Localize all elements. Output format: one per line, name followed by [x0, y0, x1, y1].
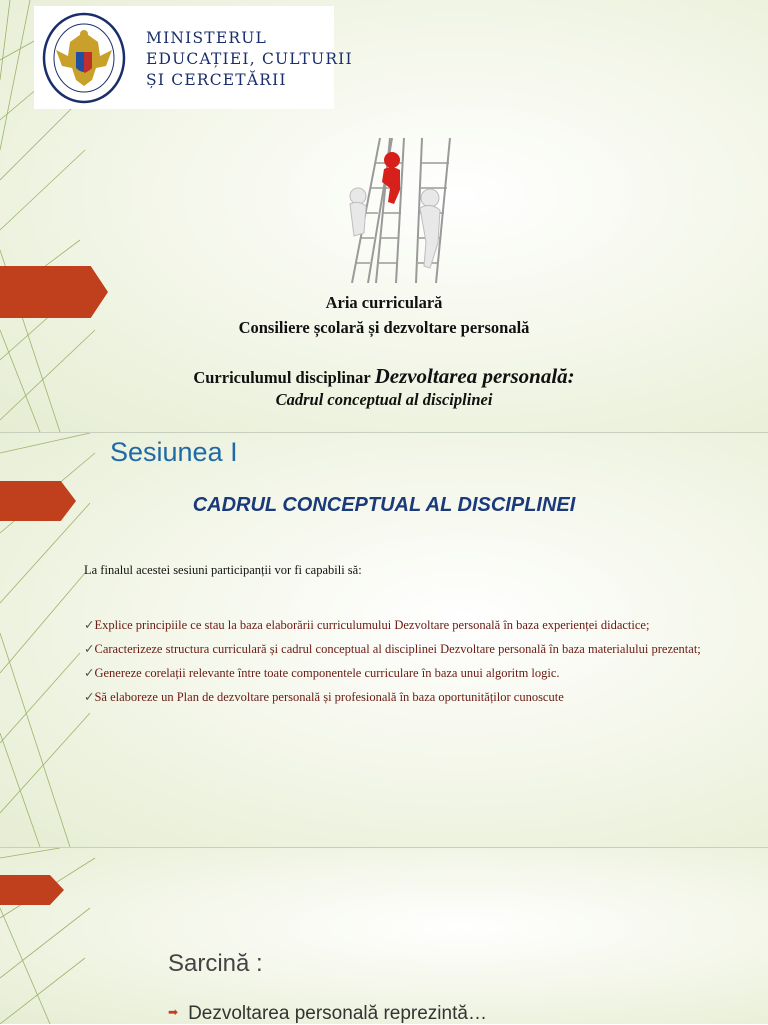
check-icon: ✓	[84, 690, 95, 704]
list-item	[84, 689, 704, 705]
ministry-logo	[34, 6, 353, 109]
curricular-subject: Consiliere școlară și dezvoltare personală	[238, 318, 530, 337]
task-heading: Sarcină :	[168, 950, 263, 977]
session-subheading: CADRUL CONCEPTUAL AL DISCIPLINEI	[192, 494, 576, 516]
objectives-list	[84, 617, 704, 713]
slide-title	[0, 0, 768, 432]
curriculum-title-emphasis: Dezvoltarea personală	[374, 364, 568, 388]
curriculum-title	[0, 364, 768, 389]
objective-text: Genereze corelații relevante între toate componentele curriculare în baza unui algoritm logic.	[94, 666, 560, 680]
ministry-line-1: MINISTERUL	[146, 29, 267, 47]
slide-task	[0, 848, 768, 1024]
objective-text: Explice principiile ce stau la baza elaborării curriculumului Dezvoltare personală în baza experienței didactice;	[94, 618, 650, 632]
list-item	[84, 617, 704, 633]
list-item	[84, 665, 704, 681]
decorative-lines	[0, 848, 100, 1024]
ministry-line-3: ȘI CERCETĂRII	[146, 71, 287, 89]
ministry-name	[146, 28, 353, 91]
moldova-seal-icon	[42, 12, 126, 104]
curriculum-subtitle: Cadrul conceptual al disciplinei	[275, 390, 493, 409]
objective-text: Să elaboreze un Plan de dezvoltare personală și profesională în baza oportunităților cunoscute	[94, 690, 564, 704]
ladders-illustration-icon	[332, 138, 472, 283]
check-icon: ✓	[84, 642, 95, 656]
session-heading: Sesiunea I	[110, 437, 238, 467]
ministry-line-2: EDUCAȚIEI, CULTURII	[146, 50, 353, 68]
check-icon: ✓	[84, 618, 95, 632]
arrow-right-icon: ➡	[168, 1005, 179, 1019]
objective-text: Caracterizeze structura curriculară și cadrul conceptual al disciplinei Dezvoltare personală în baza materialului prezentat;	[94, 642, 701, 656]
task-bullet	[168, 1003, 487, 1025]
list-item	[84, 641, 704, 657]
curriculum-title-prefix: Curriculumul disciplinar	[193, 368, 375, 387]
curriculum-title-suffix: :	[567, 364, 575, 388]
task-bullet-text: Dezvoltarea personală reprezintă…	[188, 1003, 487, 1024]
check-icon: ✓	[84, 666, 95, 680]
session-intro: La finalul acestei sesiuni participanții vor fi capabili să:	[84, 563, 362, 577]
curricular-area: Aria curriculară	[325, 293, 443, 312]
